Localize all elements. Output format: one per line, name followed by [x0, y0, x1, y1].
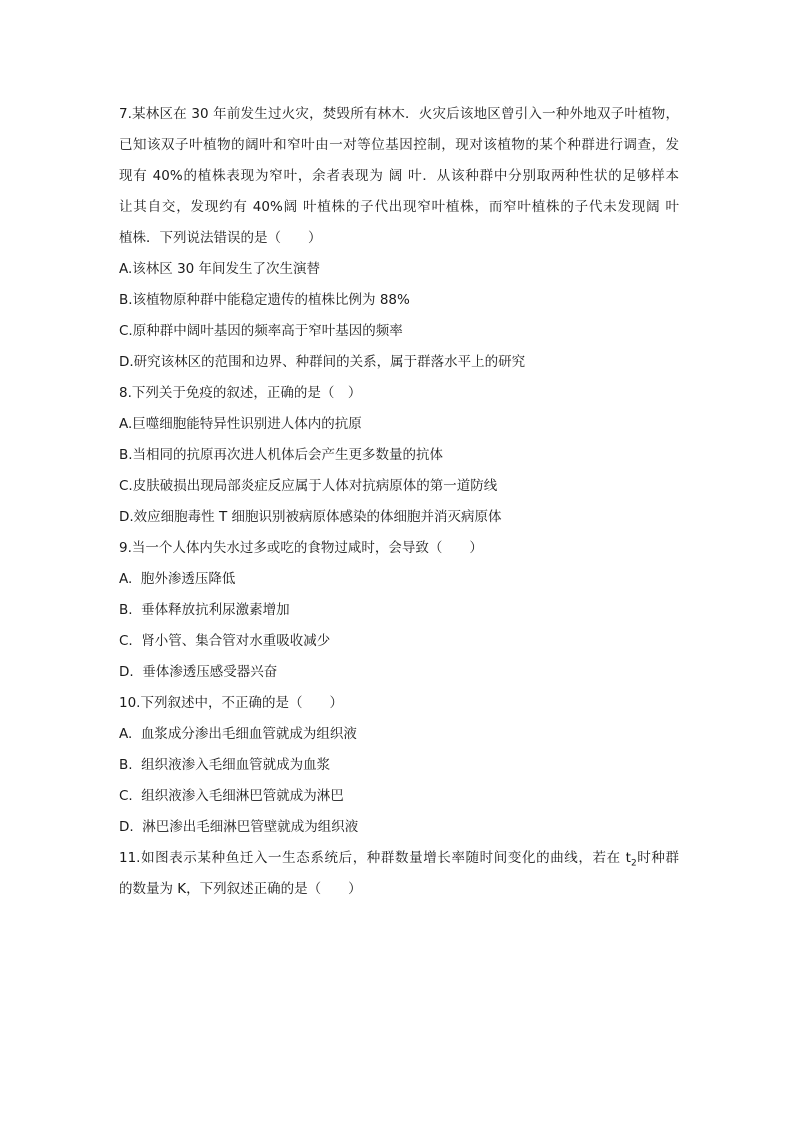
question-7-stem-line-3: 现有 40%的植株表现为窄叶，余者表现为 阔 叶．从该种群中分别取两种性状的足够样本 [119, 168, 679, 184]
question-8-option-d: D.效应细胞毒性 T 细胞识别被病原体感染的体细胞并消灭病原体 [119, 509, 502, 525]
question-11-stem-text-end: 时种群 [636, 850, 679, 866]
question-9 [119, 533, 679, 688]
question-7-option-d: D.研究该林区的范围和边界、种群间的关系，属于群落水平上的研究 [119, 354, 526, 370]
question-9-option-a: A. 胞外渗透压降低 [119, 571, 236, 587]
question-7-stem-line-2: 已知该双子叶植物的阔叶和窄叶由一对等位基因控制，现对该植物的某个种群进行调查，发 [119, 137, 679, 153]
question-10-option-a: A. 血浆成分渗出毛细血管就成为组织液 [119, 726, 357, 742]
question-9-option-c: C. 肾小管、集合管对水重吸收减少 [119, 633, 331, 649]
question-8-option-b: B.当相同的抗原再次进人机体后会产生更多数量的抗体 [119, 447, 444, 463]
question-7-stem-line-1: 7.某林区在 30 年前发生过火灾，焚毁所有林木．火灾后该地区曾引入一种外地双子叶植物， [119, 106, 679, 122]
question-10-stem: 10.下列叙述中，不正确的是（ ） [119, 695, 343, 711]
time-subscript: 2 [630, 858, 637, 869]
question-11-stem-line-1 [119, 843, 679, 874]
question-8-option-c: C.皮肤破损出现局部炎症反应属于人体对抗病原体的第一道防线 [119, 478, 498, 494]
question-10-option-d: D. 淋巴渗出毛细淋巴管壁就成为组织液 [119, 819, 359, 835]
question-11-stem-text: 11.如图表示某种鱼迁入一生态系统后，种群数量增长率随时间变化的曲线，若在 t [119, 850, 631, 866]
question-7-option-b: B.该植物原种群中能稳定遗传的植株比例为 88% [119, 292, 410, 308]
question-7 [119, 99, 679, 378]
question-10-option-b: B. 组织液渗入毛细血管就成为血浆 [119, 757, 331, 773]
question-11 [119, 843, 679, 905]
question-10 [119, 688, 679, 843]
question-9-option-d: D. 垂体渗透压感受器兴奋 [119, 664, 278, 680]
question-9-option-b: B. 垂体释放抗利尿激素增加 [119, 602, 290, 618]
question-8-stem: 8.下列关于免疫的叙述，正确的是（ ） [119, 385, 362, 401]
question-10-option-c: C. 组织液渗入毛细淋巴管就成为淋巴 [119, 788, 344, 804]
question-8-option-a: A.巨噬细胞能特异性识别进人体内的抗原 [119, 416, 362, 432]
question-9-stem: 9.当一个人体内失水过多或吃的食物过咸时，会导致（ ） [119, 540, 483, 556]
question-7-option-a: A.该林区 30 年间发生了次生演替 [119, 261, 321, 277]
question-7-stem-line-5: 植株．下列说法错误的是（ ） [119, 230, 322, 246]
question-8 [119, 378, 679, 533]
question-7-option-c: C.原种群中阔叶基因的频率高于窄叶基因的频率 [119, 323, 403, 339]
question-11-stem-line-2: 的数量为 K，下列叙述正确的是（ ） [119, 881, 362, 897]
question-7-stem-line-4: 让其自交，发现约有 40%阔 叶植株的子代出现窄叶植株，而窄叶植株的子代未发现阔 叶 [119, 199, 679, 215]
question-content [119, 99, 679, 905]
